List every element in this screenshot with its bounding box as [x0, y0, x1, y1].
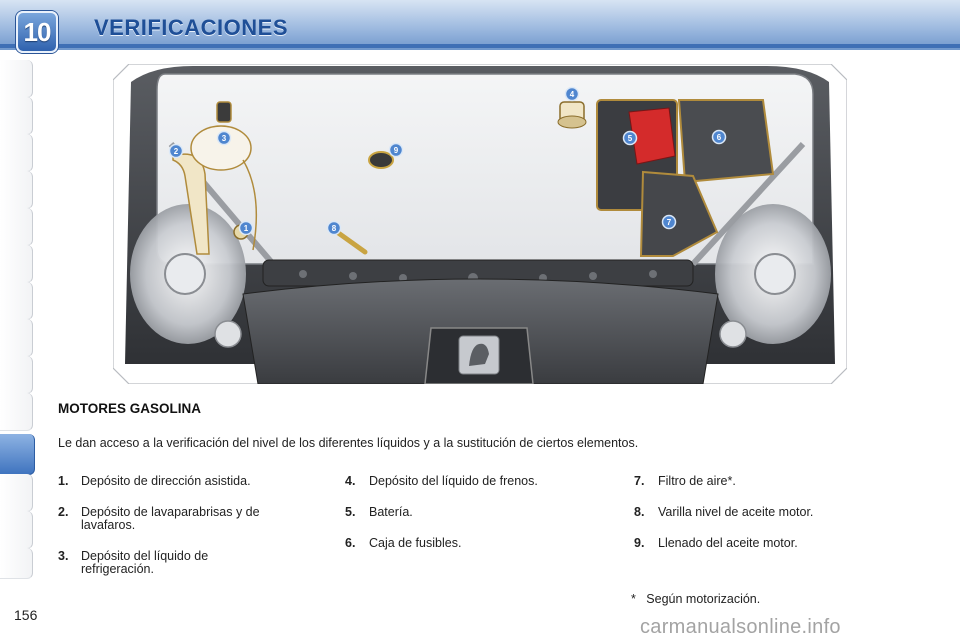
legend-number: 1.	[58, 474, 69, 488]
component-fuse-box	[679, 100, 773, 182]
svg-text:4: 4	[569, 90, 575, 99]
component-oil-filler	[369, 152, 393, 168]
chapter-number: 10	[23, 16, 51, 47]
legend-item	[345, 536, 605, 552]
legend-item	[345, 505, 605, 521]
legend-item	[634, 536, 894, 552]
legend-item	[58, 505, 318, 535]
marker-2	[170, 145, 183, 158]
watermark: carmanualsonline.info	[640, 616, 841, 638]
marker-5	[624, 132, 637, 145]
legend-text: Depósito del líquido de	[81, 549, 209, 563]
index-tab[interactable]	[0, 356, 33, 394]
component-brake-reservoir	[558, 102, 586, 128]
index-tab[interactable]	[0, 97, 33, 135]
index-tab-active[interactable]	[0, 434, 35, 475]
legend-text-cont: refrigeración.	[81, 562, 154, 576]
page-number: 156	[14, 607, 38, 623]
svg-text:3: 3	[221, 134, 227, 143]
legend-text-cont: lavafaros.	[81, 518, 136, 532]
marker-4	[566, 88, 579, 101]
index-tab[interactable]	[0, 245, 33, 283]
legend-text: Depósito del líquido de frenos.	[369, 474, 538, 488]
legend-text: Depósito de lavaparabrisas y de	[81, 505, 260, 519]
index-tab[interactable]	[0, 319, 33, 357]
index-tab[interactable]	[0, 282, 33, 320]
legend-text: Filtro de aire*.	[658, 474, 736, 488]
legend-number: 3.	[58, 549, 69, 563]
section-title: MOTORES GASOLINA	[58, 401, 202, 416]
index-tab[interactable]	[0, 134, 33, 172]
index-tab[interactable]	[0, 393, 33, 431]
marker-7	[663, 216, 676, 229]
legend-text: Depósito de dirección asistida.	[81, 474, 251, 488]
marker-3	[218, 132, 231, 145]
svg-text:5: 5	[627, 134, 633, 143]
header-rule	[0, 44, 960, 48]
legend-text: Varilla nivel de aceite motor.	[658, 505, 814, 519]
svg-text:2: 2	[173, 147, 179, 156]
legend-text: Batería.	[369, 505, 413, 519]
chapter-badge	[16, 11, 58, 53]
legend-item	[58, 474, 318, 490]
index-tab[interactable]	[0, 60, 33, 98]
index-tab[interactable]	[0, 548, 33, 579]
marker-9	[390, 144, 403, 157]
legend-number: 5.	[345, 505, 356, 519]
index-tab[interactable]	[0, 208, 33, 246]
legend-item	[345, 474, 605, 490]
legend-number: 6.	[345, 536, 356, 550]
svg-text:8: 8	[331, 224, 337, 233]
legend-text: Caja de fusibles.	[369, 536, 462, 550]
marker-1	[240, 222, 253, 235]
svg-text:7: 7	[666, 218, 672, 227]
svg-text:1: 1	[243, 224, 249, 233]
legend-item	[634, 474, 894, 490]
marker-8	[328, 222, 341, 235]
chapter-index-tabs	[0, 60, 34, 580]
page-title: VERIFICACIONES	[94, 15, 289, 40]
svg-text:6: 6	[716, 133, 722, 142]
marker-6	[713, 131, 726, 144]
index-tab[interactable]	[0, 171, 33, 209]
legend-item	[58, 549, 318, 579]
intro-paragraph: Le dan acceso a la verificación del nivel de los diferentes líquidos y a la sustitución de ciertos elementos.	[58, 436, 639, 450]
index-tab[interactable]	[0, 511, 33, 549]
legend-item	[634, 505, 894, 521]
legend-text: Llenado del aceite motor.	[658, 536, 798, 550]
legend-number: 9.	[634, 536, 645, 550]
engine-bay-illustration	[113, 64, 847, 384]
footnote: * Según motorización.	[631, 592, 761, 606]
engine-bay-drawing	[113, 64, 847, 384]
legend-number: 4.	[345, 474, 356, 488]
index-tab[interactable]	[0, 474, 33, 512]
svg-text:9: 9	[393, 146, 399, 155]
legend-number: 7.	[634, 474, 645, 488]
legend-number: 2.	[58, 505, 69, 519]
legend-number: 8.	[634, 505, 645, 519]
